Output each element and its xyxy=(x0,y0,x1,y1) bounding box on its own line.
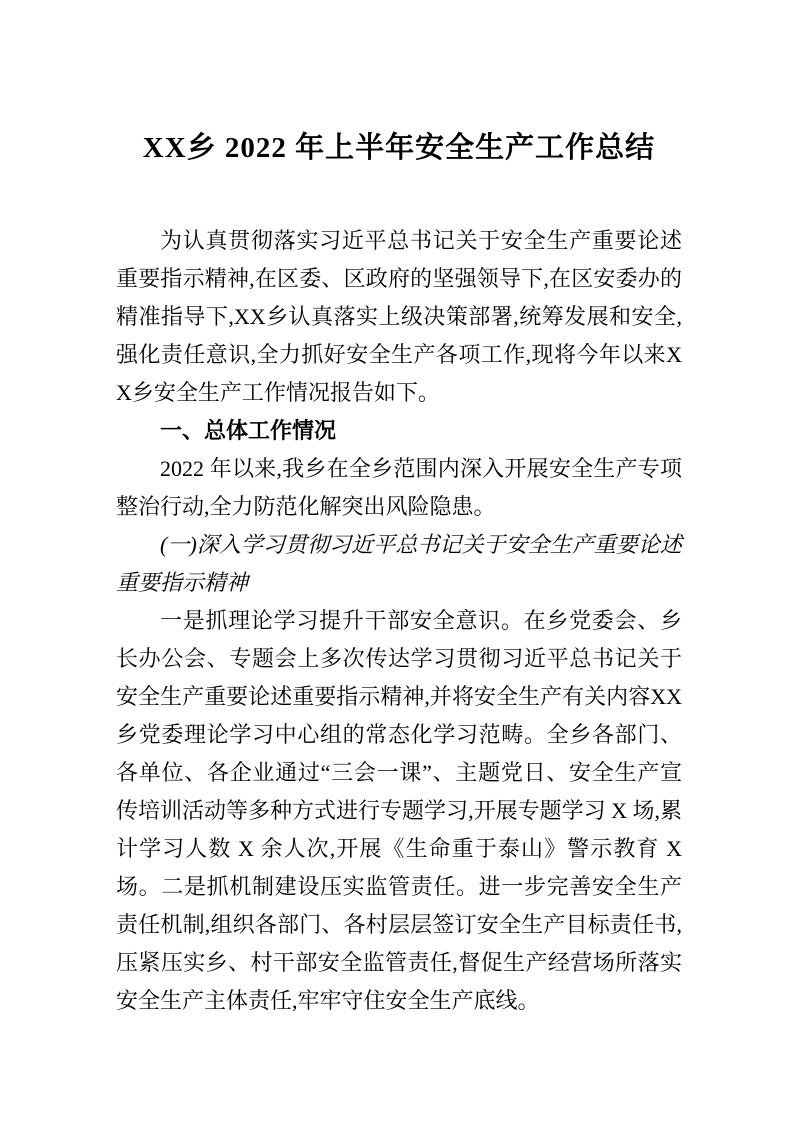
subsection-heading-study-implementation: (一)深入学习贯彻习近平总书记关于安全生产重要论述重要指示精神 xyxy=(116,532,682,595)
section-heading-overall-work: 一、总体工作情况 xyxy=(160,418,337,443)
document-title xyxy=(116,126,682,170)
intro-paragraph: 为认真贯彻落实习近平总书记关于安全生产重要论述重要指示精神,在区委、区政府的坚强领导下,在区安委办的精准指导下,XX乡认真落实上级决策部署,统筹发展和安全,强化责任意识,全力抓好安全生产各项工作,现将今年以来XX乡安全生产工作情况报告如下。 xyxy=(116,228,682,405)
document-title-text: XX乡 2022 年上半年安全生产工作总结 xyxy=(142,132,656,164)
overview-paragraph: 2022 年以来,我乡在全乡范围内深入开展安全生产专项整治行动,全力防范化解突出风险隐患。 xyxy=(116,456,682,519)
detail-paragraph: 一是抓理论学习提升干部安全意识。在乡党委会、乡长办公会、专题会上多次传达学习贯彻习近平总书记关于安全生产重要论述重要指示精神,并将安全生产有关内容XX乡党委理论学习中心组的常态化学习范畴。全乡各部门、各单位、各企业通过“三会一课”、主题党日、安全生产宣传培训活动等多种方式进行专题学习,开展专题学习 X 场,累计学习人数 X 余人次,开展《生命重于泰山》警示教育 X 场。二是抓机制建设压实监管责任。进一步完善安全生产责任机制,组织各部门、各村层层签订安全生产目标责任书,压紧压实乡、村干部安全监管责任,督促生产经营场所落实安全生产主体责任,牢牢守住安全生产底线。 xyxy=(116,608,682,1013)
